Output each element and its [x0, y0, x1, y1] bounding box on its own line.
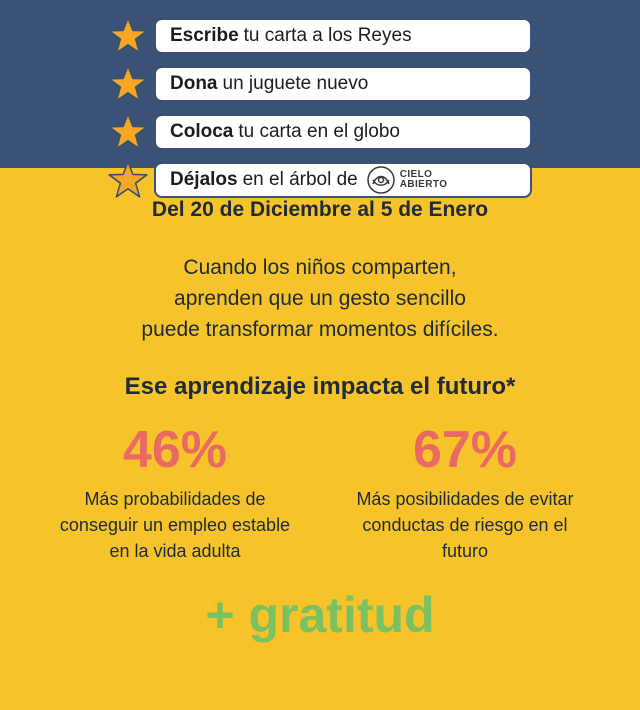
step-bold-1: Escribe: [170, 25, 239, 46]
stat-desc-2-line-1: Más posibilidades de evitar: [356, 488, 574, 509]
step-text-3: tu carta en el globo: [238, 121, 400, 142]
logo-mark-icon: [366, 165, 396, 195]
step-item: [108, 16, 532, 56]
steps-band: [0, 0, 640, 190]
step-bold-3: Coloca: [170, 121, 234, 142]
content-area: [0, 168, 640, 644]
step-item: [108, 112, 532, 152]
step-item: [108, 64, 532, 104]
step-text-1: tu carta a los Reyes: [243, 25, 412, 46]
step-bold-2: Dona: [170, 73, 218, 94]
step-pill-2: [154, 66, 532, 102]
logo-wordmark: [400, 170, 448, 190]
lead-paragraph: [0, 252, 640, 345]
impact-title: Ese aprendizaje impacta el futuro*: [124, 373, 516, 401]
stat-description-2: [330, 486, 600, 564]
lead-line-1: Cuando los niños comparten,: [183, 256, 457, 279]
step-pill-1: [154, 18, 532, 54]
step-pill-3: [154, 114, 532, 150]
footer-highlight: + gratitud: [205, 587, 435, 644]
lead-line-2: aprenden que un gesto sencillo: [174, 287, 466, 311]
stat-desc-2-line-3: futuro: [441, 541, 489, 562]
star-icon: [108, 112, 148, 152]
star-icon: [108, 16, 148, 56]
step-text-4: en el árbol de: [242, 169, 358, 190]
stats-row: [0, 423, 640, 564]
star-icon: [108, 64, 148, 104]
campaign-dates: Del 20 de Diciembre al 5 de Enero: [151, 198, 489, 221]
stat-value-2: 67%: [412, 421, 518, 480]
lead-line-3: puede transformar momentos difíciles.: [141, 318, 499, 342]
stat-desc-1-line-3: en la vida adulta: [109, 541, 241, 562]
cielo-abierto-logo: [366, 165, 448, 195]
star-icon: [108, 160, 148, 200]
stat-description-1: [40, 486, 310, 564]
stat-value-1: 46%: [122, 421, 228, 480]
logo-line-2: ABIERTO: [399, 179, 448, 190]
logo-line-1: CIELO: [399, 168, 433, 180]
step-item: [108, 160, 532, 200]
step-pill-4: [154, 162, 532, 198]
stat-item-1: [30, 423, 320, 564]
stat-desc-2-line-2: conductas de riesgo en el: [362, 514, 568, 535]
stat-item-2: [320, 423, 610, 564]
step-bold-4: Déjalos: [170, 169, 238, 190]
step-text-2: un juguete nuevo: [222, 73, 369, 94]
stat-desc-1-line-2: conseguir un empleo estable: [59, 514, 291, 535]
stat-desc-1-line-1: Más probabilidades de: [84, 488, 266, 509]
